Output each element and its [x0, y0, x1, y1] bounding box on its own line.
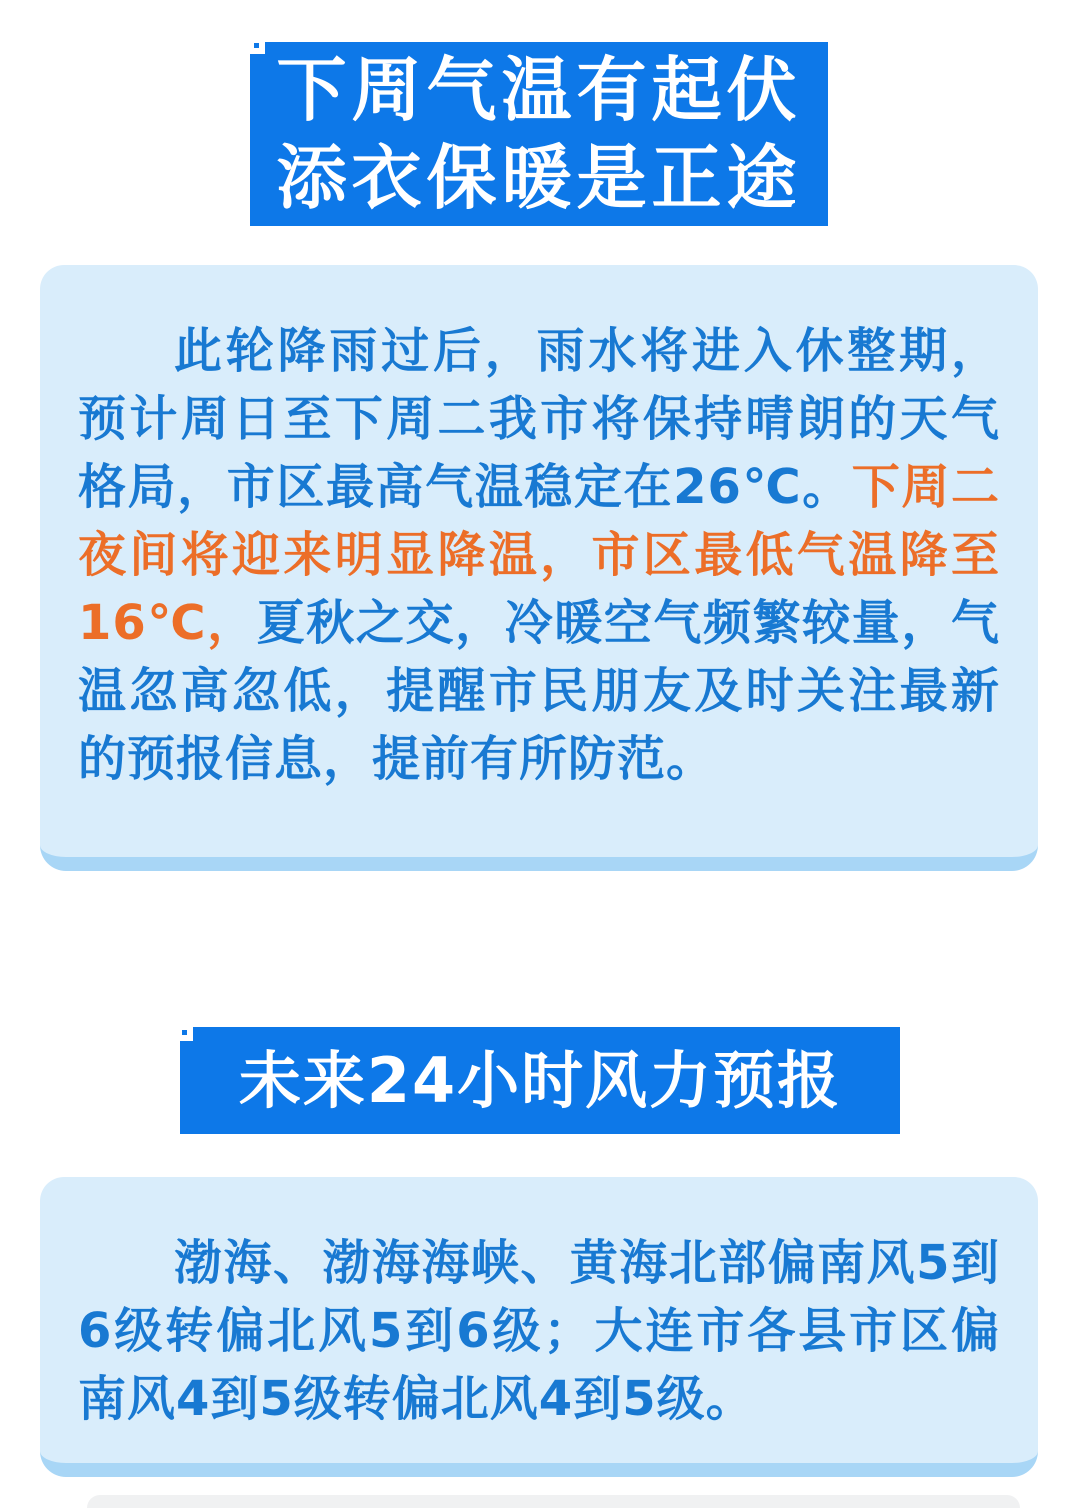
headline-line-1: 下周气温有起伏: [276, 49, 802, 131]
wind-forecast-banner: [180, 1027, 900, 1134]
wind-forecast-card: [40, 1177, 1038, 1477]
temperature-summary-paragraph: [40, 265, 1038, 845]
headline-banner: [250, 42, 828, 226]
corner-bracket-icon: [176, 1024, 193, 1041]
temperature-summary-card: [40, 265, 1038, 871]
summary-text-blue-tail: 夏秋之交，冷暖空气频繁较量，气温忽高忽低，提醒市民朋友及时关注最新的预报信息，提前有所防范。: [78, 595, 1000, 787]
summary-text-blue-lead: 此轮降雨过后，雨水将进入休整期，预计周日至下周二我市将保持晴朗的天气格局，市区最高气温稳定在26℃。: [78, 323, 1000, 515]
summary-text-orange-highlight: 下周二夜间将迎来明显降温，市区最低气温降至16℃，: [78, 459, 1000, 651]
wind-forecast-text: 渤海、渤海海峡、黄海北部偏南风5到6级转偏北风5到6级；大连市各县市区偏南风4到5级转偏北风4到5级。: [78, 1235, 1000, 1427]
next-section-top-edge: [87, 1495, 1020, 1508]
wind-forecast-paragraph: [40, 1177, 1038, 1485]
headline-line-2: 添衣保暖是正途: [276, 137, 802, 219]
wind-forecast-title: 未来24小时风力预报: [238, 1044, 842, 1117]
corner-bracket-icon: [248, 37, 265, 54]
